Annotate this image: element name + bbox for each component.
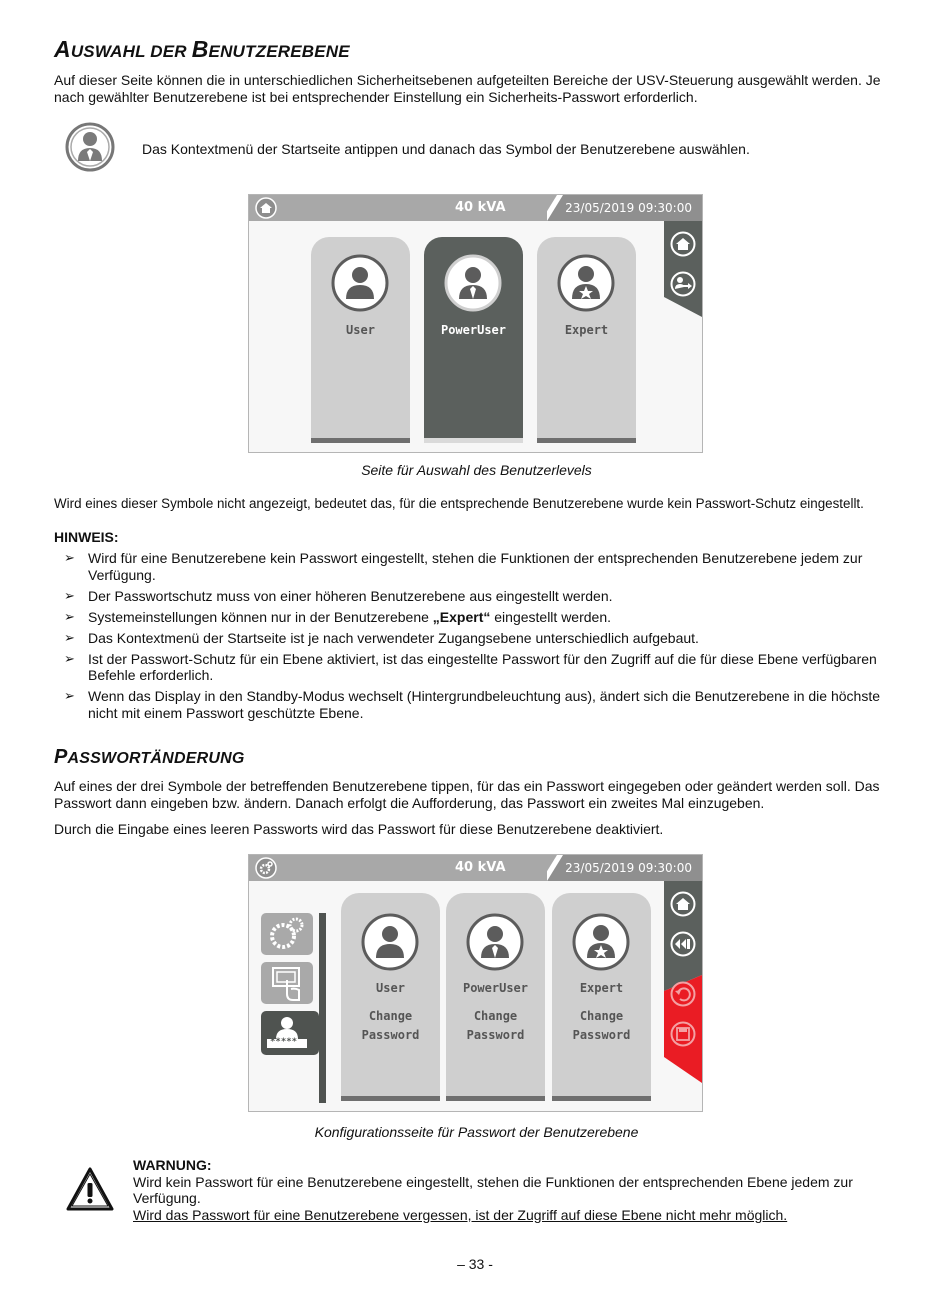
- section-title-passwortaenderung: [54, 746, 244, 769]
- card-bar: [424, 438, 523, 443]
- instruction-text: Das Kontextmenü der Startseite antippen und danach das Symbol der Benutzerebene auswählen.: [142, 141, 750, 157]
- password-paragraph-2: Durch die Eingabe eines leeren Passworts wird das Passwort für diese Benutzerebene deaktiviert.: [54, 821, 664, 837]
- hinweis-list: [54, 550, 899, 726]
- list-item-text: Ist der Passwort-Schutz für ein Ebene aktiviert, ist das eingestellte Passwort für den Zugriff auf die für diese Ebene verfügbaren Befehle erforderlich.: [88, 650, 877, 683]
- card-expert[interactable]: [552, 893, 651, 1101]
- card-user[interactable]: [311, 237, 410, 443]
- title-part: USWAHL DER: [70, 42, 192, 61]
- card-user[interactable]: [341, 893, 440, 1101]
- user-level-screen: [248, 194, 703, 453]
- card-action: Change: [473, 1009, 518, 1023]
- bullet-mark: ➢: [64, 650, 75, 666]
- user-icon: [331, 254, 389, 312]
- warning-icon: [66, 1166, 114, 1212]
- title-part: ASSWORTÄNDERUNG: [67, 750, 245, 767]
- poweruser-icon: [444, 254, 502, 312]
- card-action: Change: [368, 1009, 413, 1023]
- title-initial: A: [54, 36, 71, 62]
- expert-icon: [557, 254, 615, 312]
- warning-underlined-text: Wird das Passwort für eine Benutzerebene vergessen, ist der Zugriff auf diese Ebene nicht mehr möglich.: [133, 1206, 788, 1223]
- password-paragraph-1: Auf eines der drei Symbole der betreffenden Benutzerebene tippen, für das ein Passwort eingegeben oder geändert werden soll. Das Passwort dann eingeben bzw. ändern. Danach erfolgt die Aufforderung, das Passwort ein zweites Mal einzugeben.: [54, 778, 880, 811]
- list-item-text: eingestellt werden.: [490, 608, 612, 625]
- hinweis-heading: HINWEIS:: [54, 529, 119, 545]
- warning-text: Wird kein Passwort für eine Benutzerebene eingestellt, stehen die Funktionen der entsprechenden Ebene jedem zur Verfügung.: [133, 1173, 853, 1206]
- menu-divider: [319, 913, 326, 1103]
- card-label: User: [376, 981, 405, 995]
- card-action: Password: [466, 1028, 525, 1042]
- screen-title: 40 kVA: [455, 860, 506, 875]
- card-expert[interactable]: [537, 237, 636, 443]
- bullet-mark: ➢: [64, 608, 75, 624]
- password-user-icon[interactable]: [261, 1011, 319, 1055]
- card-label: PowerUser: [440, 323, 507, 337]
- card-label: PowerUser: [462, 981, 529, 995]
- settings-icon[interactable]: [255, 857, 277, 879]
- card-poweruser[interactable]: [446, 893, 545, 1101]
- title-initial: B: [191, 36, 209, 62]
- screen-title: 40 kVA: [455, 200, 506, 215]
- list-item-text: Wird für eine Benutzerebene kein Passwort eingestellt, stehen die Funktionen der entsprechenden Benutzerebene jedem zur Verfügung.: [88, 550, 863, 583]
- poweruser-icon: [64, 121, 116, 173]
- undo-icon[interactable]: [670, 981, 696, 1007]
- list-item: [54, 550, 899, 583]
- expert-icon: [572, 913, 630, 971]
- screen-date: 23/05/2019 09:30:00: [565, 201, 692, 215]
- save-icon[interactable]: [670, 1021, 696, 1047]
- home-icon[interactable]: [255, 197, 277, 219]
- card-poweruser[interactable]: [424, 237, 523, 443]
- list-item-text: Wenn das Display in den Standby-Modus wechselt (Hintergrundbeleuchtung aus), ändert sich die Benutzerebene in die höchste nicht mit einem Passwort geschützte Ebene.: [88, 688, 880, 721]
- home-icon[interactable]: [670, 891, 696, 917]
- screen-topbar: [249, 195, 702, 221]
- touch-panel-icon[interactable]: [261, 962, 313, 1004]
- card-label: User: [346, 323, 375, 337]
- list-item-emphasis: „Expert“: [432, 608, 491, 625]
- screen-topbar: [249, 855, 702, 881]
- card-bar: [537, 438, 636, 443]
- card-bar: [446, 1096, 545, 1101]
- title-part: ENUTZEREBENE: [208, 42, 350, 61]
- password-mask: *****: [270, 1037, 298, 1047]
- user-icon: [361, 913, 419, 971]
- list-item-text: Das Kontextmenü der Startseite ist je nach verwendeter Zugangsebene unterschiedlich aufgebaut.: [88, 629, 699, 646]
- screen-date: 23/05/2019 09:30:00: [565, 861, 692, 875]
- list-item: [54, 651, 899, 684]
- system-settings-icon[interactable]: [261, 913, 313, 955]
- title-initial: P: [54, 746, 68, 768]
- bullet-mark: ➢: [64, 587, 75, 603]
- password-config-screen: [248, 854, 703, 1112]
- note-paragraph: Wird eines dieser Symbole nicht angezeigt, bedeutet das, für die entsprechende Benutzerebene wurde kein Passwort-Schutz eingestellt.: [54, 496, 864, 511]
- card-action: Change: [579, 1009, 624, 1023]
- card-label: Expert: [579, 981, 624, 995]
- card-bar: [341, 1096, 440, 1101]
- card-bar: [552, 1096, 651, 1101]
- back-icon[interactable]: [670, 931, 696, 957]
- bullet-mark: ➢: [64, 688, 75, 703]
- bullet-mark: ➢: [64, 550, 75, 565]
- card-action: Password: [572, 1028, 631, 1042]
- warning-block: [133, 1157, 899, 1223]
- page-number: – 33 -: [457, 1256, 493, 1272]
- list-item-text: Systemeinstellungen können nur in der Benutzerebene: [88, 608, 433, 625]
- section-title-benutzerebene: [54, 36, 350, 63]
- list-item: [54, 609, 899, 626]
- list-item: [54, 688, 899, 721]
- intro-paragraph: Auf dieser Seite können die in unterschiedlichen Sicherheitsebenen aufgeteilten Bereiche der USV-Steuerung ausgewählt werden. Je nach gewählter Benutzerebene ist bei entsprechender Einstellung ein Sicherheits-Passwort erforderlich.: [54, 72, 881, 105]
- change-user-icon[interactable]: [670, 271, 696, 297]
- card-action: Password: [361, 1028, 420, 1042]
- list-item: [54, 588, 899, 605]
- card-bar: [311, 438, 410, 443]
- figure-caption: Seite für Auswahl des Benutzerlevels: [361, 462, 592, 478]
- list-item-text: Der Passwortschutz muss von einer höheren Benutzerebene aus eingestellt werden.: [88, 587, 613, 604]
- home-icon[interactable]: [670, 231, 696, 257]
- list-item: [54, 630, 899, 647]
- warning-title: WARNUNG:: [133, 1157, 212, 1173]
- figure-caption: Konfigurationsseite für Passwort der Benutzerebene: [314, 1124, 639, 1140]
- card-label: Expert: [564, 323, 609, 337]
- bullet-mark: ➢: [64, 629, 75, 645]
- poweruser-icon: [466, 913, 524, 971]
